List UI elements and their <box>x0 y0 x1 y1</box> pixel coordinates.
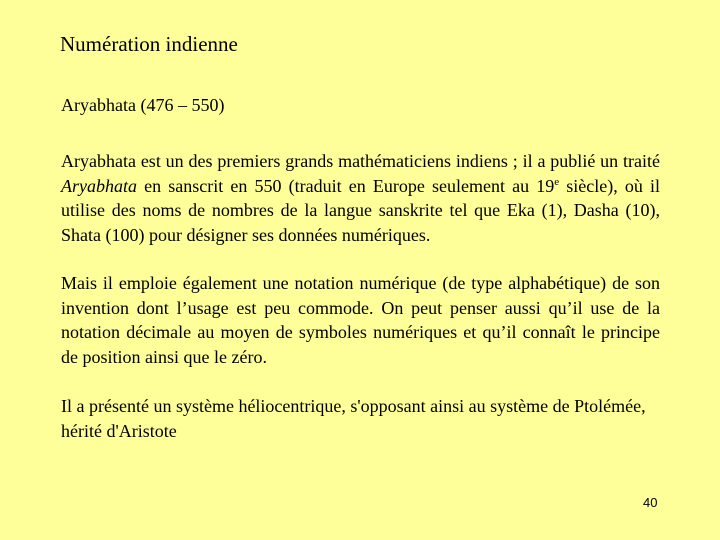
paragraph1-text-part3: siècle), où il utilise des noms de nombres de la langue sanskrite tel que Eka (1), Dasha (10), Shata (100) pour désigner ses données numériques. <box>61 175 660 245</box>
page-number: 40 <box>643 495 658 510</box>
paragraph1-text-part1: Aryabhata est un des premiers grands mathématiciens indiens ; il a publié un traité <box>61 151 660 171</box>
paragraph-aryabhata-intro <box>61 149 660 247</box>
century-superscript: e <box>554 175 560 188</box>
slide-title: Numération indienne <box>60 32 238 56</box>
slide-subtitle: Aryabhata (476 – 550) <box>61 95 225 115</box>
paragraph-heliocentric-system: Il a présenté un système héliocentrique, s'opposant ainsi au système de Ptolémée, hérité d'Aristote <box>61 396 646 441</box>
paragraph1-text-part2: en sanscrit en 550 (traduit en Europe seulement au 19 <box>137 175 555 196</box>
paragraph-numeric-notation: Mais il emploie également une notation numérique (de type alphabétique) de son invention dont l’usage est peu commode. On peut penser aussi qu’il use de la notation décimale au moyen de symboles numériques et qu’il connaît le principe de position ainsi que le zéro. <box>61 273 660 367</box>
treatise-title: Aryabhata <box>61 175 137 196</box>
